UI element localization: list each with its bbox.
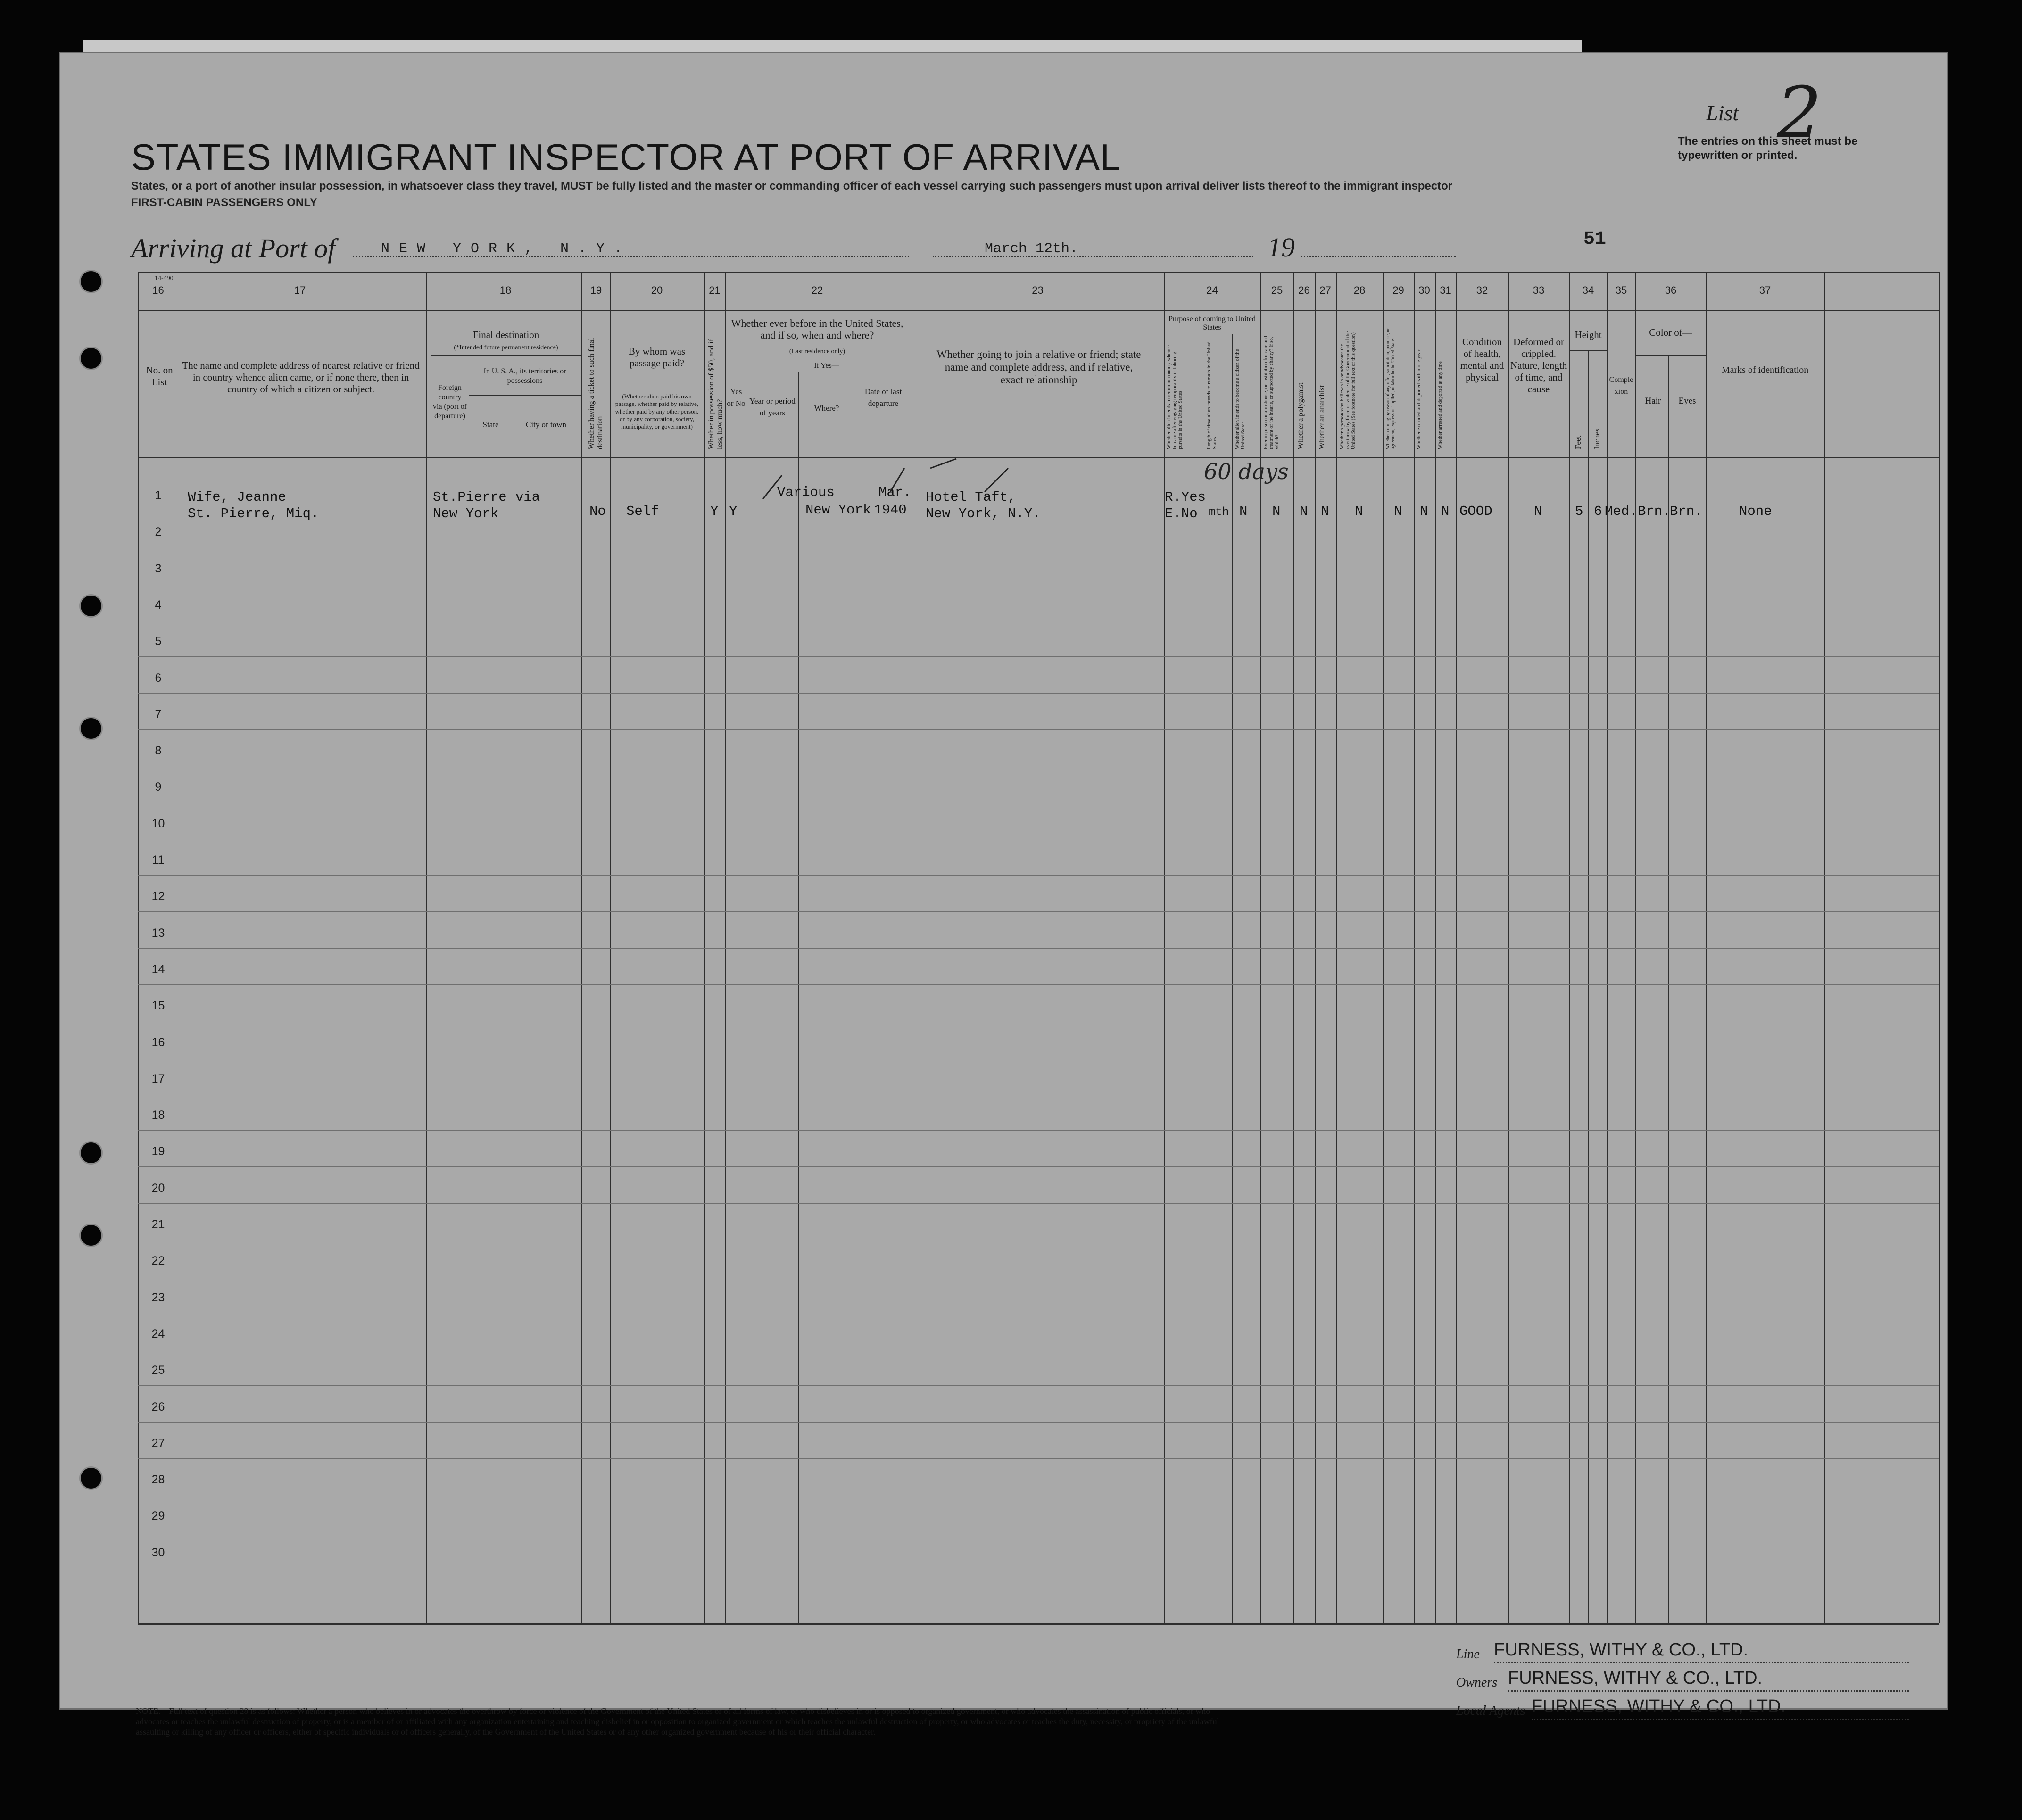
health-value: GOOD [1459,504,1492,519]
row-number: 14 [151,962,165,976]
column-number: 37 [1759,284,1771,296]
pencil-check-marks [60,53,1947,1704]
row-number: 28 [151,1473,165,1487]
column-number: 30 [1418,284,1430,296]
relative-address-line2: St. Pierre, Miq. [188,506,319,521]
anarchist-value: N [1321,504,1329,519]
preamble: States, or a port of another insular possession, in whatsoever class they travel, MUST be fully listed and the master or commanding officer of each vessel carrying such passengers must upon arrival deliver lists thereof to the immigrant inspector [131,180,1453,192]
header-excluded: Whether excluded and deported within one year [1416,349,1422,449]
footnote-question-28: NOTE.—Full text of question 28 is as follows: Whether a person who believes in or advocates the overthrow by force or violence of the Government of the United States or of all forms of law, or who disbelieves in or is opposed to organized government, or who advocates the assassination of public officials, or who advocates or teaches the unlawful destruction of property, or is a member of or affiliated with any organization entertaining and teaching disbelief in or opposition to organized government or which teaches the unlawful destruction of property, or who advocates or teaches the duty, necessity, or propriety of the unlawful assaulting or killing of any officer or officers, either of specific individuals or of officers generally, of the Government of the United States or of any other organized government because of his or their official character. [136,1706,1219,1737]
header-complexion: Complexion [1609,376,1633,396]
column-number: 21 [709,284,721,296]
last-departure-line1: Mar. [878,485,912,500]
row-number: 13 [151,926,165,940]
row-number: 22 [151,1254,165,1268]
binder-hole [79,1466,103,1490]
column-number: 26 [1298,284,1310,296]
date-value: March 12th. [985,241,1078,257]
owners-underline [1508,1690,1909,1692]
binder-hole [79,1224,103,1247]
column-number: 22 [811,284,823,296]
before-in-us-value: Y [729,504,738,519]
length-of-stay-value: mth [1209,506,1229,519]
header-if-yes: If Yes— [814,362,839,370]
row-number: 2 [155,525,162,539]
header-before-in-us: Whether ever before in the United States, and if so, when and where? [731,317,903,341]
port-value: NEW YORK, N.Y. [381,241,632,257]
labor-offer-value: N [1394,504,1402,519]
row-number: 15 [151,999,165,1013]
list-label: List [1706,101,1739,125]
header-no-on-list: No. on List [146,364,173,388]
arrested-value: N [1441,504,1450,519]
agents-value: FURNESS, WITHY & CO., LTD. [1532,1696,1786,1716]
feet-value: 5 [1575,504,1583,519]
check-mark [890,468,904,492]
line-underline [1494,1662,1909,1663]
binder-hole [79,270,103,293]
row-number: 3 [155,562,162,575]
purpose-line1: R.Yes [1165,489,1206,505]
header-marks: Marks of identification [1721,365,1809,375]
header-prison: Ever in prison or almshouse, or institution for care and treatment of the insane, or supported by charity? If so, which? [1263,336,1280,449]
header-purpose: Purpose of coming to United States [1168,315,1256,331]
row-number: 21 [151,1218,165,1231]
row-number: 8 [155,744,162,758]
header-where: Where? [814,404,839,413]
column-number: 17 [294,284,306,296]
marks-value: None [1739,504,1772,519]
header-before-in-us-note: (Last residence only) [789,348,845,355]
column-number: 32 [1476,284,1488,296]
joining-line2: New York, N.Y. [926,506,1041,521]
row-number: 5 [155,635,162,648]
handwritten-stay-annotation: 60 days [1204,459,1289,484]
binder-hole [79,717,103,740]
header-final-destination: Final destination [472,329,539,340]
header-last-departure: Date of last departure [864,387,902,408]
header-length-of-stay: Length of time alien intends to remain in the United States [1206,341,1218,449]
header-ticket: Whether having a ticket to such final destination [588,338,604,449]
check-mark [930,459,956,468]
header-offer-of-labor: Whether coming by reason of any offer, solicitation, promise, or agreement, express or implied, to labor in the United States [1385,328,1396,449]
row-number: 16 [151,1035,165,1049]
header-passage-paid: By whom was passage paid? [628,346,686,369]
owners-label: Owners [1456,1675,1498,1690]
row-number: 18 [151,1109,165,1122]
row-number: 19 [151,1145,165,1158]
check-mark [763,475,782,499]
deformed-value: N [1534,504,1542,519]
header-inches: Inches [1592,428,1601,449]
header-final-destination-note: (*Intended future permanent residence) [454,344,558,351]
form-number: 14-490 [155,275,174,282]
header-hair: Hair [1645,396,1661,406]
relative-address-line1: Wife, Jeanne [188,489,286,505]
header-in-usa: In U. S. A., its territories or possessions [483,367,566,385]
header-deformed: Deformed or crippled. Nature, length of time, and cause [1510,336,1567,395]
passenger-class: FIRST-CABIN PASSENGERS ONLY [131,196,317,209]
hair-value: Brn. [1638,504,1671,519]
header-fifty-dollars: Whether in possession of $50, and if less, how much? [707,339,724,449]
column-number: 20 [651,284,663,296]
row-number: 24 [151,1327,165,1340]
arriving-label: Arriving at Port of [131,233,336,264]
binder-hole [79,1141,103,1165]
complexion-value: Med. [1605,504,1638,519]
header-polygamist: Whether a polygamist [1297,382,1305,449]
row-number: 20 [151,1181,165,1195]
period-value: Various [777,485,835,500]
row-number: 1 [155,489,162,502]
column-number: 36 [1665,284,1677,296]
row-number: 9 [155,780,162,794]
header-eyes: Eyes [1678,396,1696,406]
column-number: 34 [1582,284,1594,296]
row-number: 17 [151,1072,165,1085]
column-number: 29 [1392,284,1404,296]
owners-value: FURNESS, WITHY & CO., LTD. [1508,1668,1763,1688]
header-state: State [482,420,499,429]
line-value: FURNESS, WITHY & CO., LTD. [1494,1640,1749,1660]
eyes-value: Brn. [1670,504,1703,519]
column-number: 18 [499,284,512,296]
column-number: 35 [1615,284,1627,296]
header-relative-address: The name and complete address of nearest relative or friend in country whence alien came, or if none there, then in country of which a citizen or subject. [182,360,420,395]
header-arrested: Whether arrested and deported at any time [1437,361,1443,449]
row-number: 29 [151,1509,165,1523]
paid-by-value: Self [626,504,659,519]
question-28-value: N [1355,504,1363,519]
polygamist-value: N [1300,504,1308,519]
row-number: 26 [151,1400,165,1414]
row-number: 25 [151,1364,165,1377]
row-number: 6 [155,671,162,685]
excluded-value: N [1420,504,1428,519]
purpose-line2: E.No [1165,506,1198,521]
row-number: 7 [155,707,162,721]
header-period-of-years: Year or period of years [749,397,796,417]
manifest-sheet [59,52,1948,1737]
header-health: Condition of health, mental and physical [1460,336,1504,383]
row-number: 12 [151,890,165,903]
header-height: Height [1575,329,1602,340]
header-color-of: Color of— [1649,327,1692,338]
foreign-via-line2: New York [433,506,499,521]
column-number: 31 [1440,284,1451,296]
header-feet: Feet [1574,435,1583,449]
typewritten-note: The entries on this sheet must be typewritten or printed. [1678,135,1858,162]
header-yes-or-no: Yes or No [727,387,746,408]
where-value: New York [805,502,871,518]
citizen-value: N [1239,504,1248,519]
row-number: 4 [155,598,162,612]
header-passage-paid-note: (Whether alien paid his own passage, whether paid by relative, whether paid by any other person, or by any corporation, society, municipality, or government) [615,393,699,430]
column-number: 28 [1353,284,1366,296]
header-anarchist: Whether an anarchist [1318,385,1326,449]
column-number: 16 [152,284,164,296]
row-number: 27 [151,1436,165,1450]
header-question-28: Whether a person who believes in or advocates the overthrow by force or violence of the Government of the United States (See footnote for full text of this question) [1339,331,1356,449]
year-prefix: 19 [1268,232,1295,263]
year-value: 51 [1583,229,1607,250]
column-number: 33 [1533,284,1545,296]
line-label: Line [1456,1647,1480,1662]
column-number: 27 [1319,284,1331,296]
row-number: 10 [151,817,165,830]
row-number: 11 [152,853,165,867]
check-mark [985,468,1008,492]
column-number: 19 [590,284,602,296]
joining-line1: Hotel Taft, [926,489,1016,505]
last-departure-line2: 1940 [874,502,907,518]
binder-hole [79,594,103,618]
header-city-or-town: City or town [526,420,566,429]
row-number: 30 [151,1546,165,1559]
foreign-via-line1: St.Pierre [433,489,507,505]
list-number: 2 [1777,72,1822,154]
header-foreign-country-via: Foreign country via (port of departure) [433,384,467,420]
money-value: Y [710,504,719,519]
header-intends-citizen: Whether alien intends to become a citizen of the United States [1235,349,1246,449]
column-number: 25 [1271,284,1283,296]
destination-city: via [515,489,540,505]
header-intends-return: Whether alien intends to return to country whence he came after engaging temporarily in laboring pursuits in the United States [1166,345,1183,449]
header-joining-relative: Whether going to join a relative or friend; state name and complete address, and if relative, exact relationship [936,348,1141,386]
binder-hole [79,347,103,370]
column-number: 24 [1206,284,1218,296]
agents-underline [1532,1719,1909,1720]
column-number: 23 [1032,284,1044,296]
prison-value: N [1272,504,1281,519]
row-number: 23 [151,1291,165,1304]
ticket-value: No [589,504,606,519]
inches-value: 6 [1594,504,1602,519]
agents-label: Local Agents [1456,1704,1525,1718]
page-title: STATES IMMIGRANT INSPECTOR AT PORT OF ARRIVAL [131,136,1121,178]
